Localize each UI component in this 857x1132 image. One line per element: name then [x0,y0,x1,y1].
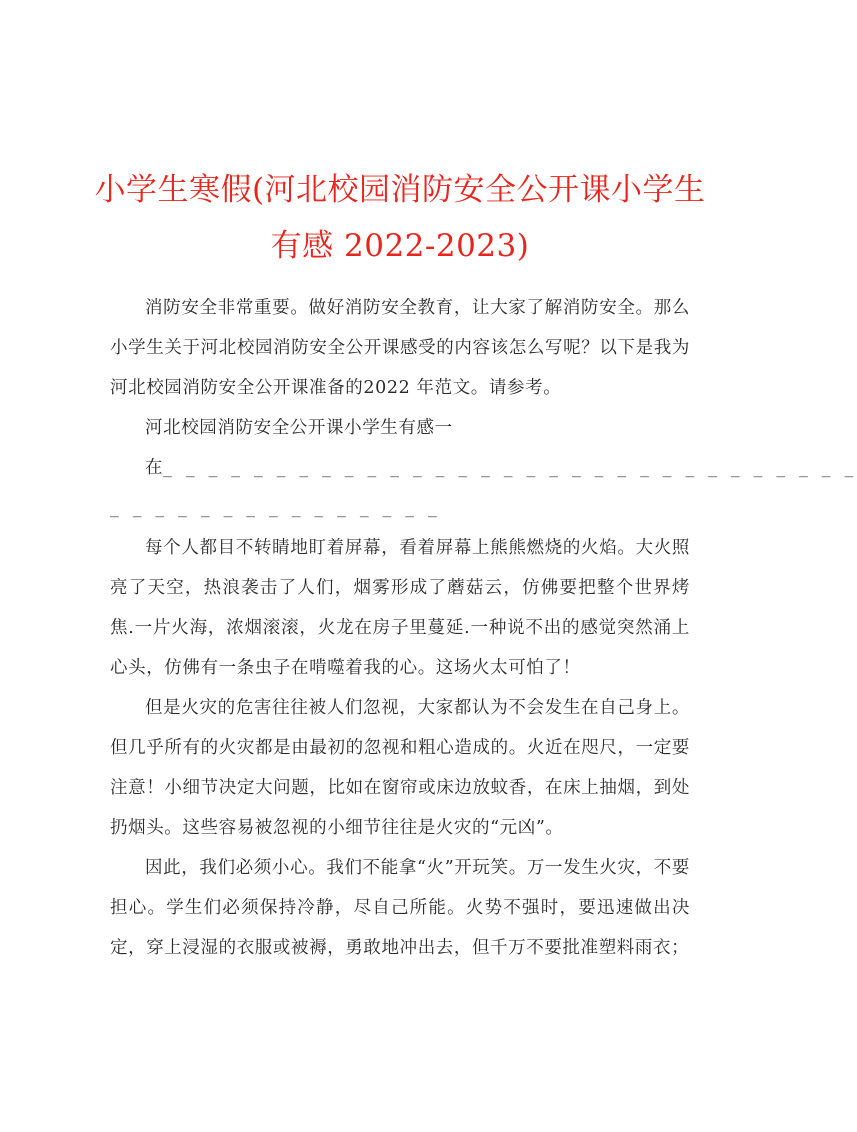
subheading: 河北校园消防安全公开课小学生有感一 [145,418,453,438]
paragraph-1: 每个人都目不转睛地盯着屏幕，看着屏幕上熊熊燃烧的火焰。大火照亮了天空，热浪袭击了人们，烟雾形成了蘑菇云，仿佛要把整个世界烤焦.一片火海，浓烟滚滚，火龙在房子里蔓延.一种说不出的感觉突然涌上心头，仿佛有一条虫子在啃噬着我的心。这场火太可怕了！ [110,538,690,678]
title-line-2: 有感 2022-2023) [270,228,530,264]
paragraph-3: 因此，我们必须小心。我们不能拿“火”开玩笑。万一发生火灾，不要担心。学生们必须保持冷静，尽自己所能。火势不强时，要迅速做出决定，穿上浸湿的衣服或被褥，勇敢地冲出去，但千万不要批准塑料雨衣； [110,858,690,958]
fill-in-blank-line [110,448,857,488]
blank-prefix: 在 [145,458,164,478]
document-title [60,162,740,274]
blank-dashes-2: _ _ _ _ _ _ _ _ _ _ _ _ _ _ _ [110,498,441,518]
intro-paragraph: 消防安全非常重要。做好消防安全教育，让大家了解消防安全。那么小学生关于河北校园消防安全公开课感受的内容该怎么写呢？以下是我为河北校园消防安全公开课准备的2022 年范文。请参考。 [110,298,690,398]
fill-in-blank-line-2 [110,488,690,528]
document-body [110,288,857,968]
title-line-1: 小学生寒假(河北校园消防安全公开课小学生 [94,172,706,208]
paragraph-2: 但是火灾的危害往往被人们忽视，大家都认为不会发生在自己身上。但几乎所有的火灾都是由最初的忽视和粗心造成的。火近在咫尺，一定要注意！小细节决定大问题，比如在窗帘或床边放蚊香，在床上抽烟，到处扔烟头。这些容易被忽视的小细节往往是火灾的“元凶”。 [110,698,690,838]
blank-dashes-1: _ _ _ _ _ _ _ _ _ _ _ _ _ _ _ _ _ _ _ _ _ _ _ _ _ _ _ _ _ _ _ [163,458,857,478]
